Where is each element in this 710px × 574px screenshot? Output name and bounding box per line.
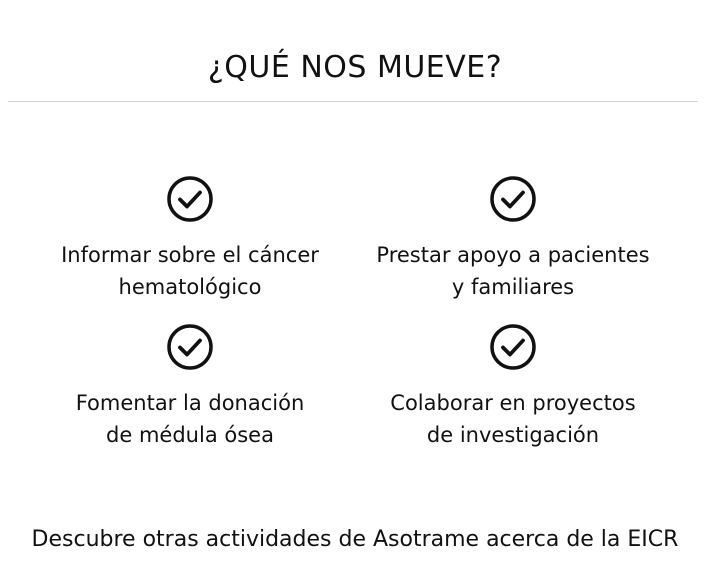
goal-item-support <box>348 175 678 303</box>
goal-text-line: Prestar apoyo a pacientes <box>376 243 650 267</box>
section-title: ¿QUÉ NOS MUEVE? <box>207 50 503 86</box>
activities-link[interactable]: Descubre otras actividades de Asotrame acerca de la EICR <box>31 527 679 552</box>
goal-text-line: Informar sobre el cáncer <box>61 243 319 267</box>
goal-text <box>25 239 355 303</box>
goal-text-line: de médula ósea <box>106 423 274 447</box>
goal-item-donation <box>25 323 355 451</box>
check-circle-icon <box>166 175 214 223</box>
check-circle-icon <box>489 175 537 223</box>
divider <box>8 101 698 102</box>
goal-text-line: de investigación <box>426 423 600 447</box>
goal-item-inform <box>25 175 355 303</box>
goal-text-line: hematológico <box>118 275 262 299</box>
goal-item-research <box>348 323 678 451</box>
goal-text <box>348 239 678 303</box>
goal-text-line: Fomentar la donación <box>75 391 305 415</box>
check-circle-icon <box>489 323 537 371</box>
goal-text-line: y familiares <box>451 275 575 299</box>
goal-text <box>25 387 355 451</box>
goal-text <box>348 387 678 451</box>
goal-text-line: Colaborar en proyectos <box>390 391 636 415</box>
check-circle-icon <box>166 323 214 371</box>
